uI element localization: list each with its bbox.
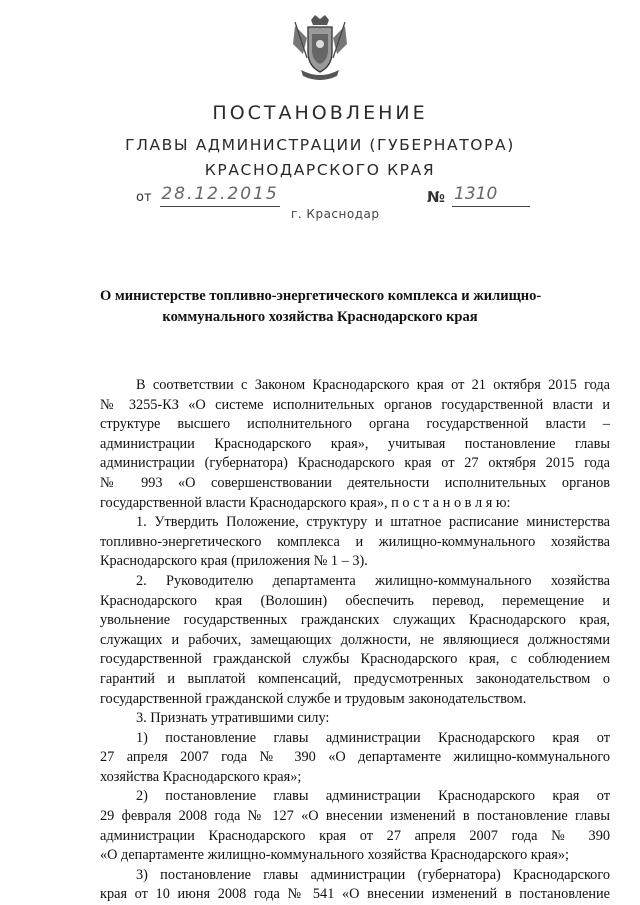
body-line: администрации Краснодарского края», учитывая постановление главы — [100, 435, 610, 452]
body-line: государственной власти Краснодарского края», п о с т а н о в л я ю: — [100, 494, 511, 511]
body-line: структуре высшего исполнительного органа государственной власти – — [100, 416, 610, 433]
body-line: служащих и рабочих, замещающих должности, не являющиеся должностями — [100, 631, 610, 648]
body-line: 2. Руководителю департамента жилищно-коммунального хозяйства — [136, 572, 610, 589]
number-value: 1310 — [452, 184, 530, 207]
body-line: администрации (губернатора) Краснодарского края от 27 октября 2015 года — [100, 455, 610, 472]
body-line: «О департаменте жилищно-коммунального хозяйства Краснодарского края»; — [100, 847, 569, 864]
body-line: Краснодарского края (Волошин) обеспечить перевод, перемещение и — [100, 592, 610, 609]
coat-of-arms-icon — [289, 14, 351, 84]
body-line: Краснодарского края (приложения № 1 – 3). — [100, 553, 368, 570]
body-line: государственной гражданской службы Краснодарского края, с соблюдением — [100, 651, 610, 668]
body-line: 3) постановление главы администрации (губернатора) Краснодарского — [136, 866, 610, 883]
document-type-title: ПОСТАНОВЛЕНИЕ — [212, 102, 428, 124]
body-line: администрации Краснодарского края от 27 апреля 2007 года № 390 — [100, 827, 610, 844]
body-line: государственной гражданской службе и трудовым законодательством. — [100, 690, 527, 707]
body-line: 27 апреля 2007 года № 390 «О департаменте жилищно-коммунального — [100, 749, 610, 766]
body-line: В соответствии с Законом Краснодарского края от 21 октября 2015 года — [136, 377, 610, 393]
body-line: 1. Утвердить Положение, структуру и штатное расписание министерства — [136, 514, 610, 531]
date-value: 28.12.2015 — [160, 184, 280, 207]
body-line: гарантий и выплатой компенсаций, предусмотренных законодательством о — [100, 670, 610, 687]
city: г. Краснодар — [291, 207, 380, 221]
issuer-title: ГЛАВЫ АДМИНИСТРАЦИИ (ГУБЕРНАТОРА) — [125, 136, 515, 154]
body-line: № 993 «О совершенствовании деятельности исполнительных органов — [100, 474, 610, 491]
body-line: хозяйства Краснодарского края»; — [100, 768, 302, 785]
body-line: увольнение государственных гражданских служащих Краснодарского края, — [100, 612, 610, 629]
document-body — [100, 376, 610, 905]
body-line: 1) постановление главы администрации Краснодарского края от — [136, 729, 610, 746]
number-label: № — [427, 188, 446, 206]
body-line: 29 февраля 2008 года № 127 «О внесении изменений в постановление главы — [100, 808, 610, 825]
body-line: 3. Признать утратившими силу: — [136, 710, 330, 727]
region-title: КРАСНОДАРСКОГО КРАЯ — [204, 161, 436, 179]
body-line: топливно-энергетического комплекса и жилищно-коммунального хозяйства — [100, 533, 610, 550]
date-label: от — [136, 190, 152, 205]
body-line: № 3255-КЗ «О системе исполнительных органов государственной власти и — [100, 396, 610, 413]
body-line: 2) постановление главы администрации Краснодарского края от — [136, 788, 610, 805]
document-subject — [100, 286, 540, 328]
subject-line: коммунального хозяйства Краснодарского края — [162, 309, 478, 325]
subject-line: О министерстве топливно-энергетического комплекса и жилищно- — [100, 288, 542, 304]
body-line: края от 10 июня 2008 года № 541 «О внесении изменений в постановление — [100, 886, 610, 903]
